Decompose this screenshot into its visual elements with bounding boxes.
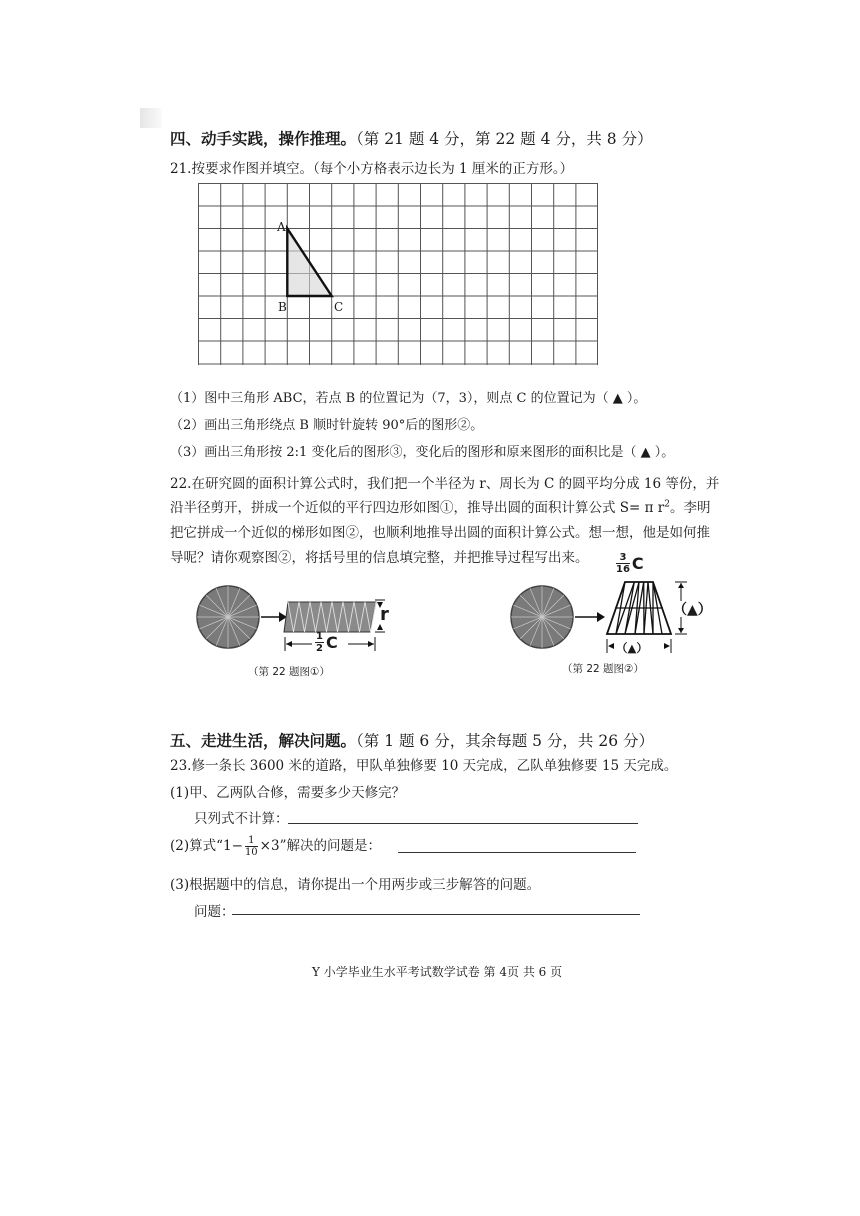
figure-1-fraction-denominator: 2 — [316, 643, 323, 654]
figure-1-radius-label: r — [380, 604, 389, 625]
question-23-sub-3-answer-label: 问题： — [194, 904, 235, 920]
question-22-line-2-end: 。李明 — [670, 500, 711, 516]
question-21-sub-2: （2）画出三角形绕点 B 顺时针旋转 90°后的图形②。 — [170, 418, 484, 433]
figure-1-circle — [195, 584, 261, 650]
figure-2-height-label: （▲） — [673, 602, 712, 618]
question-22-line-1: 22.在研究圆的面积计算公式时，我们把一个半径为 r、周长为 C 的圆平均分成 16 等份，并 — [170, 476, 720, 492]
figure-2-fraction-numerator: 3 — [616, 552, 630, 564]
question-22-line-2 — [170, 496, 711, 516]
question-23-stem: 23.修一条长 3600 米的道路，甲队单独修要 10 天完成，乙队单独修要 15 天完成。 — [170, 758, 678, 774]
figure-2-caption: （第 22 题图②） — [562, 663, 644, 675]
figure-2-arrow — [575, 610, 605, 624]
question-23-sub-2 — [170, 834, 381, 858]
point-c-label: C — [334, 300, 344, 314]
question-23-sub-3-answer-line[interactable] — [232, 914, 640, 915]
section-5-title: 五、走进生活，解决问题。 — [170, 731, 357, 750]
point-a-label: A — [277, 220, 286, 234]
section-5-heading — [170, 729, 654, 751]
question-23-fraction-numerator: 1 — [245, 835, 258, 847]
question-21-stem: 21.按要求作图并填空。（每个小方格表示边长为 1 厘米的正方形。） — [170, 161, 574, 177]
section-4-points: （第 21 题 4 分，第 22 题 4 分，共 8 分） — [356, 130, 653, 148]
figure-1-fraction-numerator: 1 — [316, 631, 323, 642]
question-22-line-4: 导呢？请你观察图②，将括号里的信息填完整，并把推导过程写出来。 — [170, 550, 589, 566]
figure-1-base-label — [313, 631, 338, 654]
question-23-sub-2-answer-line[interactable] — [398, 852, 636, 853]
point-b-label: B — [278, 300, 287, 314]
question-22-line-3: 把它拼成一个近似的梯形如图②，也顺利地推导出圆的面积计算公式。想一想，他是如何推 — [170, 525, 710, 541]
figure-2-circle — [509, 584, 575, 650]
grid-lines — [199, 183, 598, 365]
figure-1-c-label: C — [325, 633, 338, 652]
figure-1-parallelogram — [282, 600, 378, 634]
figure-2-top-label — [614, 552, 644, 575]
question-23-sub-2-end: ×3”解决的问题是： — [259, 838, 381, 854]
section-5-points: （第 1 题 6 分，其余每题 5 分，共 26 分） — [356, 732, 654, 750]
question-21-grid — [198, 183, 598, 365]
section-4-heading — [170, 127, 653, 149]
section-4-title: 四、动手实践，操作推理。 — [170, 129, 357, 148]
figure-2-c-label: C — [631, 554, 644, 573]
question-21-sub-3: （3）画出三角形按 2:1 变化后的图形③，变化后的图形和原来图形的面积比是（ ▲ ）。 — [170, 445, 675, 460]
squared-superscript: 2 — [664, 499, 670, 510]
question-21-sub-1: （1）图中三角形 ABC，若点 B 的位置记为（7，3），则点 C 的位置记为（ ▲ ）。 — [170, 391, 647, 406]
question-23-sub-1-answer-label: 只列式不计算： — [194, 811, 289, 827]
figure-2-base-label: （▲） — [616, 641, 648, 655]
question-22-line-2-text: 沿半径剪开，拼成一个近似的平行四边形如图①，推导出圆的面积计算公式 S= π r — [170, 500, 665, 516]
scan-artifact — [140, 108, 162, 128]
figure-2-trapezoid — [605, 580, 673, 636]
page-footer: Y 小学毕业生水平考试数学试卷 第 4页 共 6 页 — [312, 965, 563, 979]
figure-1-caption: （第 22 题图①） — [248, 666, 330, 678]
question-23-sub-1: (1)甲、乙两队合修，需要多少天修完？ — [170, 785, 406, 801]
question-23-sub-2-text: (2)算式“1− — [170, 838, 243, 854]
figure-2-fraction-denominator: 16 — [616, 564, 630, 575]
question-23-fraction-denominator: 10 — [244, 847, 258, 858]
question-23-sub-1-answer-line[interactable] — [288, 823, 638, 824]
question-23-sub-3: (3)根据题中的信息，请你提出一个用两步或三步解答的问题。 — [170, 877, 541, 893]
